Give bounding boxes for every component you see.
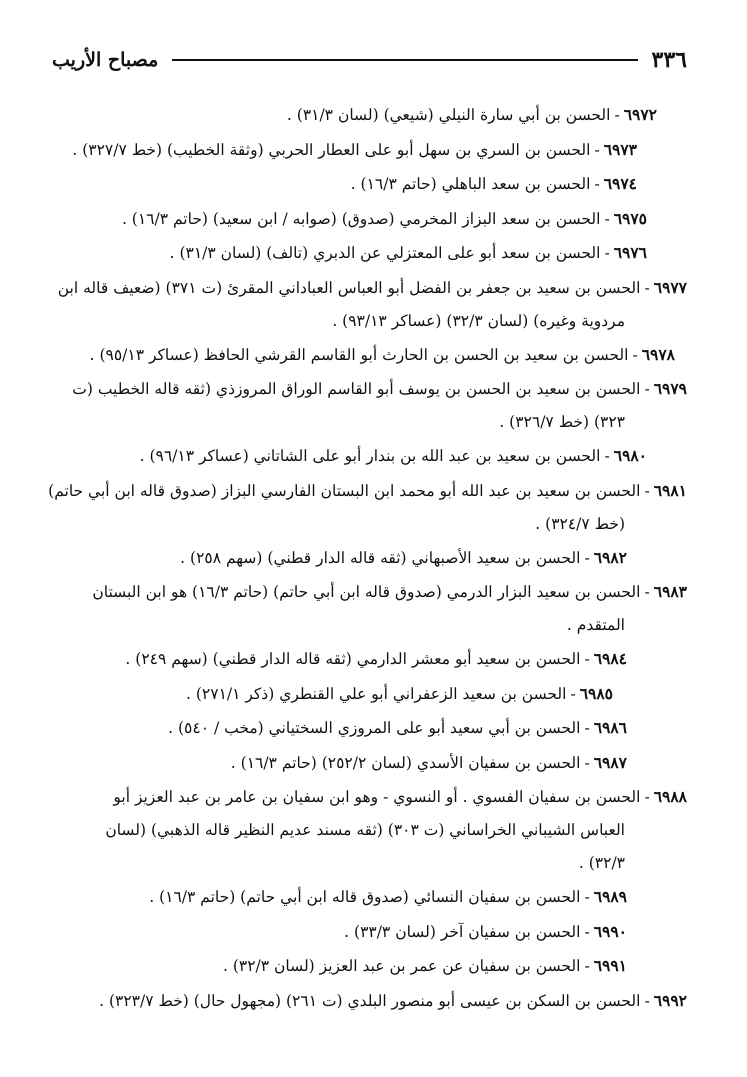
entry-text: الحسن بن سعيد بن الحسن بن يوسف أبو القاسم الوراق المروزذي (ثقه قاله الخطيب (ت (72, 380, 641, 398)
entry-continuation: المتقدم . (566, 616, 625, 634)
entry-6988: ٦٩٨٨-الحسن بن سفيان الفسوي . أو النسوي - وهو ابن سفيان بن عامر بن عبد العزيز أبو العباس الشيباني الخراساني (ت ٣٠٣) (ثقه مسند عديم النظير قاله الذهبي) (لسان ٣٢/٣) . (48, 780, 687, 880)
entry-number: ٦٩٨١ (653, 480, 687, 500)
entry-text: الحسن بن سعيد بن عبد الله أبو محمد ابن البستان الفارسي البزاز (صدوق قاله ابن أبي حاتم) (48, 481, 641, 500)
entry-text: الحسن بن سعيد أبو معشر الدارمي (ثقه قاله الدار قطني) (سهم ٢٤٩) . (125, 650, 581, 668)
entry-6989: ٦٩٨٩-الحسن بن سفيان النسائي (صدوق قاله ابن أبي حاتم) (حاتم ١٦/٣) . (149, 887, 627, 906)
entry-6972: ٦٩٧٢-الحسن بن أبي سارة النيلي (شيعي) (لسان ٣١/٣) . (286, 105, 657, 124)
entry-number: ٦٩٨٥ (579, 683, 613, 703)
entry-text: الحسن بن سعد أبو على المعتزلي عن الدبري (تالف) (لسان ٣١/٣) . (169, 244, 601, 262)
entry-6992: ٦٩٩٢-الحسن بن السكن بن عيسى أبو منصور البلدي (ت ٢٦١) (مجهول حال) (خط ٣٢٣/٧) . (99, 990, 687, 1010)
entry-6978: ٦٩٧٨-الحسن بن سعيد بن الحسن بن الحارث أبو القاسم القرشي الحافظ (عساكر ٩٥/١٣) . (89, 344, 675, 364)
entry-6986: ٦٩٨٦-الحسن بن أبي سعيد أبو على المروزي السختياني (مخب / ٥٤٠) . (168, 718, 627, 737)
entry-text: الحسن بن سعيد بن جعفر بن الفضل أبو العباس العباداني المقرئ (ت ٣٧١) (ضعيف قاله ابن (57, 278, 641, 297)
entry-6979: ٦٩٧٩-الحسن بن سعيد بن الحسن بن يوسف أبو القاسم الوراق المروزذي (ثقه قاله الخطيب (ت ٣٢٣) (خط ٣٢٦/٧) . (48, 372, 687, 439)
entry-number: ٦٩٧٨ (641, 344, 675, 364)
page-number: ٣٣٦ (651, 47, 687, 73)
entry-6980: ٦٩٨٠-الحسن بن سعيد بن عبد الله بن بندار أبو على الشاتاني (عساكر ٩٦/١٣) . (139, 446, 647, 465)
entry-text: الحسن بن سعيد البزار الدرمي (صدوق قاله ابن أبي حاتم) (حاتم ١٦/٣) هو ابن البستان (92, 583, 641, 601)
entry-number: ٦٩٩٠ (593, 921, 627, 941)
entry-text: الحسن بن السكن بن عيسى أبو منصور البلدي (ت ٢٦١) (مجهول حال) (خط ٣٢٣/٧) . (99, 991, 641, 1010)
entry-number: ٦٩٧٦ (613, 243, 647, 262)
header-rule (172, 59, 637, 61)
entry-text: الحسن بن أبي سعيد أبو على المروزي السختياني (مخب / ٥٤٠) . (168, 719, 581, 737)
entry-6974: ٦٩٧٤-الحسن بن سعد الباهلي (حاتم ١٦/٣) . (350, 174, 637, 193)
entry-text: الحسن بن سعيد الأصبهاني (ثقه قاله الدار قطني) (سهم ٢٥٨) . (180, 548, 581, 567)
entry-text: الحسن بن سفيان النسائي (صدوق قاله ابن أبي حاتم) (حاتم ١٦/٣) . (149, 888, 581, 906)
entry-text: الحسن بن سفيان الفسوي . أو النسوي - وهو ابن سفيان بن عامر بن عبد العزيز أبو (113, 788, 641, 806)
entry-text: الحسن بن السري بن سهل أبو على العطار الحربي (وثقة الخطيب) (خط ٣٢٧/٧) . (72, 140, 591, 159)
entry-number: ٦٩٨٦ (593, 718, 627, 737)
entry-6984: ٦٩٨٤-الحسن بن سعيد أبو معشر الدارمي (ثقه قاله الدار قطني) (سهم ٢٤٩) . (125, 649, 627, 668)
entry-6981: ٦٩٨١-الحسن بن سعيد بن عبد الله أبو محمد ابن البستان الفارسي البزاز (صدوق قاله ابن أبي حاتم) (خط ٣٢٤/٧) . (48, 474, 687, 541)
entry-text: الحسن بن أبي سارة النيلي (شيعي) (لسان ٣١/٣) . (286, 106, 611, 124)
entry-6987: ٦٩٨٧-الحسن بن سفيان الأسدي (لسان ٢٥٢/٢) (حاتم ١٦/٣) . (230, 752, 627, 772)
entry-6985: ٦٩٨٥-الحسن بن سعيد الزعفراني أبو علي القنطري (ذكر ٢٧١/١) . (186, 683, 613, 703)
book-title: مصباح الأريب (52, 49, 159, 71)
entry-number: ٦٩٧٣ (603, 139, 637, 159)
entry-continuation: العباس الشيباني الخراساني (ت ٣٠٣) (ثقه مسند عديم النظير قاله الذهبي) (لسان (105, 821, 625, 839)
entry-6973: ٦٩٧٣-الحسن بن السري بن سهل أبو على العطار الحربي (وثقة الخطيب) (خط ٣٢٧/٧) . (72, 139, 637, 159)
entry-6983: ٦٩٨٣-الحسن بن سعيد البزار الدرمي (صدوق قاله ابن أبي حاتم) (حاتم ١٦/٣) هو ابن البستان المتقدم . (48, 575, 687, 642)
entry-number: ٦٩٨٣ (653, 582, 687, 601)
entry-continuation: مردوية وغيره) (لسان ٣٢/٣) (عساكر ٩٣/١٣) . (332, 311, 625, 330)
entry-text: الحسن بن سفيان آخر (لسان ٣٣/٣) . (344, 922, 581, 941)
entry-6982: ٦٩٨٢-الحسن بن سعيد الأصبهاني (ثقه قاله الدار قطني) (سهم ٢٥٨) . (180, 547, 627, 567)
entry-number: ٦٩٨٩ (593, 887, 627, 906)
entry-number: ٦٩٨٨ (653, 787, 687, 806)
entry-number: ٦٩٧٥ (613, 208, 647, 228)
entry-list (48, 98, 687, 1018)
entry-number: ٦٩٨٠ (613, 446, 647, 465)
entry-text: الحسن بن سعيد بن الحسن بن الحارث أبو القاسم القرشي الحافظ (عساكر ٩٥/١٣) . (89, 345, 629, 364)
entry-text: الحسن بن سعد الباهلي (حاتم ١٦/٣) . (350, 175, 591, 193)
entry-text: الحسن بن سفيان عن عمر بن عبد العزيز (لسان ٣٢/٣) . (222, 957, 581, 975)
entry-text: الحسن بن سعد البزاز المخرمي (صدوق) (صوابه / ابن سعيد) (حاتم ١٦/٣) . (121, 209, 601, 228)
entry-continuation: ٣٢٣) (خط ٣٢٦/٧) . (499, 413, 625, 431)
entry-number: ٦٩٧٢ (623, 105, 657, 124)
entry-text: الحسن بن سعيد بن عبد الله بن بندار أبو على الشاتاني (عساكر ٩٦/١٣) . (139, 447, 601, 465)
entry-number: ٦٩٧٤ (603, 174, 637, 193)
entry-continuation: ٣٢/٣) . (578, 854, 625, 872)
entry-number: ٦٩٧٧ (653, 277, 687, 297)
entry-text: الحسن بن سفيان الأسدي (لسان ٢٥٢/٢) (حاتم ١٦/٣) . (230, 753, 581, 772)
entry-text: الحسن بن سعيد الزعفراني أبو علي القنطري (ذكر ٢٧١/١) . (186, 684, 567, 703)
entry-6991: ٦٩٩١-الحسن بن سفيان عن عمر بن عبد العزيز (لسان ٣٢/٣) . (222, 956, 627, 975)
entry-continuation: (خط ٣٢٤/٧) . (535, 514, 625, 533)
entry-number: ٦٩٩١ (593, 956, 627, 975)
entry-number: ٦٩٨٤ (593, 649, 627, 668)
entry-number: ٦٩٨٧ (593, 752, 627, 772)
running-head (52, 42, 687, 78)
entry-number: ٦٩٨٢ (593, 547, 627, 567)
entry-6976: ٦٩٧٦-الحسن بن سعد أبو على المعتزلي عن الدبري (تالف) (لسان ٣١/٣) . (169, 243, 647, 262)
entry-6975: ٦٩٧٥-الحسن بن سعد البزاز المخرمي (صدوق) (صوابه / ابن سعيد) (حاتم ١٦/٣) . (121, 208, 647, 228)
entry-number: ٦٩٧٩ (653, 379, 687, 398)
entry-number: ٦٩٩٢ (653, 990, 687, 1010)
entry-6977: ٦٩٧٧-الحسن بن سعيد بن جعفر بن الفضل أبو العباس العباداني المقرئ (ت ٣٧١) (ضعيف قاله ابن مردوية وغيره) (لسان ٣٢/٣) (عساكر ٩٣/١٣) . (48, 271, 687, 338)
entry-6990: ٦٩٩٠-الحسن بن سفيان آخر (لسان ٣٣/٣) . (344, 921, 627, 941)
